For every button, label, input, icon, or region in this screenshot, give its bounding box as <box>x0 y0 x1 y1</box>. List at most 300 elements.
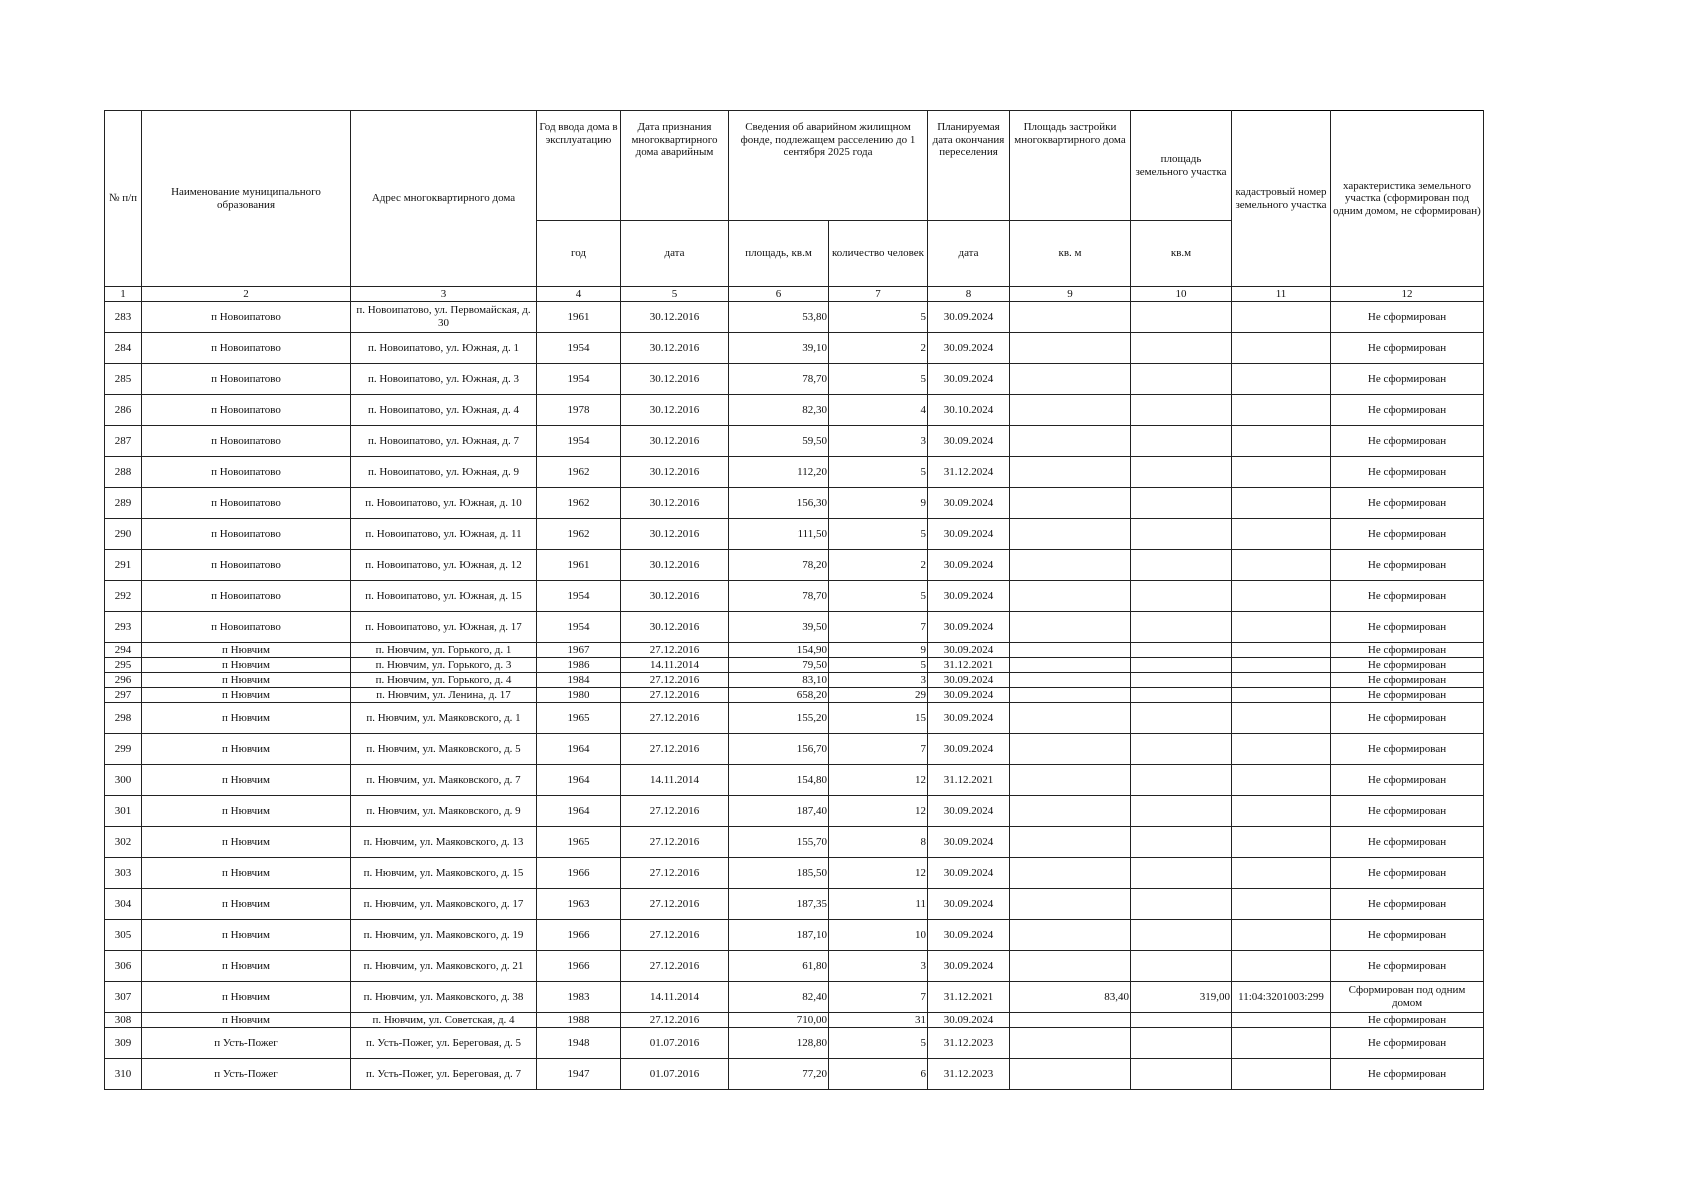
emergency-date-cell: 27.12.2016 <box>621 643 729 658</box>
row-number: 297 <box>105 688 142 703</box>
table-row <box>105 457 1484 488</box>
row-number: 293 <box>105 612 142 643</box>
people-cell: 2 <box>829 550 928 581</box>
column-number: 12 <box>1331 287 1484 302</box>
build-area-cell <box>1010 612 1131 643</box>
year-cell: 1962 <box>537 457 621 488</box>
table-row <box>105 920 1484 951</box>
build-area-cell: 83,40 <box>1010 982 1131 1013</box>
land-area-cell <box>1131 796 1232 827</box>
cadastral-cell <box>1232 364 1331 395</box>
build-area-cell <box>1010 643 1131 658</box>
year-cell: 1954 <box>537 364 621 395</box>
cadastral-cell <box>1232 1013 1331 1028</box>
table-header <box>105 111 1484 302</box>
land-characteristic-cell: Не сформирован <box>1331 1028 1484 1059</box>
municipality-cell: п Новоипатово <box>142 395 351 426</box>
address-cell: п. Новоипатово, ул. Южная, д. 11 <box>351 519 537 550</box>
municipality-cell: п Новоипатово <box>142 364 351 395</box>
address-cell: п. Нювчим, ул. Маяковского, д. 19 <box>351 920 537 951</box>
build-area-cell <box>1010 673 1131 688</box>
area-cell: 154,80 <box>729 765 829 796</box>
municipality-cell: п Новоипатово <box>142 426 351 457</box>
table-row <box>105 982 1484 1013</box>
land-characteristic-cell: Не сформирован <box>1331 734 1484 765</box>
area-cell: 154,90 <box>729 643 829 658</box>
address-cell: п. Нювчим, ул. Ленина, д. 17 <box>351 688 537 703</box>
table-row <box>105 1059 1484 1090</box>
municipality-cell: п Нювчим <box>142 951 351 982</box>
emergency-date-cell: 30.12.2016 <box>621 550 729 581</box>
build-area-cell <box>1010 688 1131 703</box>
emergency-date-cell: 27.12.2016 <box>621 703 729 734</box>
build-area-cell <box>1010 550 1131 581</box>
land-area-cell <box>1131 688 1232 703</box>
table-row <box>105 703 1484 734</box>
column-number-row <box>105 287 1484 302</box>
area-cell: 710,00 <box>729 1013 829 1028</box>
plan-date-cell: 31.12.2024 <box>928 457 1010 488</box>
land-characteristic-cell: Не сформирован <box>1331 364 1484 395</box>
land-area-cell <box>1131 673 1232 688</box>
people-cell: 5 <box>829 519 928 550</box>
cadastral-cell <box>1232 488 1331 519</box>
plan-date-cell: 30.09.2024 <box>928 302 1010 333</box>
emergency-date-cell: 30.12.2016 <box>621 457 729 488</box>
area-cell: 156,70 <box>729 734 829 765</box>
build-area-cell <box>1010 858 1131 889</box>
area-cell: 78,70 <box>729 364 829 395</box>
cadastral-cell: 11:04:3201003:299 <box>1232 982 1331 1013</box>
people-cell: 12 <box>829 765 928 796</box>
people-cell: 6 <box>829 1059 928 1090</box>
people-cell: 5 <box>829 457 928 488</box>
municipality-cell: п Нювчим <box>142 703 351 734</box>
row-number: 294 <box>105 643 142 658</box>
people-cell: 5 <box>829 364 928 395</box>
subheader-people: количество человек <box>829 221 928 287</box>
plan-date-cell: 30.09.2024 <box>928 488 1010 519</box>
address-cell: п. Новоипатово, ул. Первомайская, д. 30 <box>351 302 537 333</box>
table-body <box>105 302 1484 1090</box>
land-characteristic-cell: Не сформирован <box>1331 1059 1484 1090</box>
plan-date-cell: 30.09.2024 <box>928 612 1010 643</box>
people-cell: 12 <box>829 796 928 827</box>
table-row <box>105 796 1484 827</box>
area-cell: 155,70 <box>729 827 829 858</box>
land-area-cell <box>1131 333 1232 364</box>
plan-date-cell: 30.09.2024 <box>928 889 1010 920</box>
header-land-characteristic: характеристика земельного участка (сформирован под одним домом, не сформирован) <box>1331 111 1484 287</box>
address-cell: п. Нювчим, ул. Маяковского, д. 9 <box>351 796 537 827</box>
address-cell: п. Нювчим, ул. Горького, д. 3 <box>351 658 537 673</box>
people-cell: 12 <box>829 858 928 889</box>
municipality-cell: п Новоипатово <box>142 612 351 643</box>
people-cell: 10 <box>829 920 928 951</box>
land-characteristic-cell: Не сформирован <box>1331 765 1484 796</box>
area-cell: 187,10 <box>729 920 829 951</box>
people-cell: 7 <box>829 612 928 643</box>
year-cell: 1964 <box>537 796 621 827</box>
municipality-cell: п Усть-Пожег <box>142 1059 351 1090</box>
plan-date-cell: 30.09.2024 <box>928 364 1010 395</box>
area-cell: 61,80 <box>729 951 829 982</box>
people-cell: 5 <box>829 302 928 333</box>
land-area-cell: 319,00 <box>1131 982 1232 1013</box>
municipality-cell: п Новоипатово <box>142 302 351 333</box>
land-area-cell <box>1131 1013 1232 1028</box>
year-cell: 1963 <box>537 889 621 920</box>
column-number: 8 <box>928 287 1010 302</box>
row-number: 283 <box>105 302 142 333</box>
land-area-cell <box>1131 550 1232 581</box>
plan-date-cell: 31.12.2021 <box>928 982 1010 1013</box>
municipality-cell: п Новоипатово <box>142 550 351 581</box>
municipality-cell: п Новоипатово <box>142 488 351 519</box>
column-number: 5 <box>621 287 729 302</box>
emergency-date-cell: 30.12.2016 <box>621 519 729 550</box>
land-area-cell <box>1131 889 1232 920</box>
plan-date-cell: 31.12.2021 <box>928 658 1010 673</box>
row-number: 292 <box>105 581 142 612</box>
municipality-cell: п Новоипатово <box>142 581 351 612</box>
people-cell: 8 <box>829 827 928 858</box>
cadastral-cell <box>1232 673 1331 688</box>
cadastral-cell <box>1232 827 1331 858</box>
municipality-cell: п Нювчим <box>142 688 351 703</box>
emergency-date-cell: 30.12.2016 <box>621 364 729 395</box>
emergency-date-cell: 30.12.2016 <box>621 395 729 426</box>
build-area-cell <box>1010 951 1131 982</box>
cadastral-cell <box>1232 796 1331 827</box>
row-number: 291 <box>105 550 142 581</box>
area-cell: 658,20 <box>729 688 829 703</box>
year-cell: 1988 <box>537 1013 621 1028</box>
municipality-cell: п Нювчим <box>142 982 351 1013</box>
cadastral-cell <box>1232 658 1331 673</box>
land-characteristic-cell: Не сформирован <box>1331 302 1484 333</box>
table-row <box>105 765 1484 796</box>
column-number: 9 <box>1010 287 1131 302</box>
column-number: 3 <box>351 287 537 302</box>
address-cell: п. Новоипатово, ул. Южная, д. 15 <box>351 581 537 612</box>
header-year-built: Год ввода дома в эксплуатацию <box>537 111 621 221</box>
emergency-date-cell: 27.12.2016 <box>621 920 729 951</box>
municipality-cell: п Нювчим <box>142 643 351 658</box>
people-cell: 9 <box>829 643 928 658</box>
column-number: 11 <box>1232 287 1331 302</box>
land-characteristic-cell: Не сформирован <box>1331 488 1484 519</box>
build-area-cell <box>1010 426 1131 457</box>
land-characteristic-cell: Не сформирован <box>1331 673 1484 688</box>
build-area-cell <box>1010 457 1131 488</box>
plan-date-cell: 30.09.2024 <box>928 426 1010 457</box>
year-cell: 1962 <box>537 519 621 550</box>
row-number: 286 <box>105 395 142 426</box>
row-number: 295 <box>105 658 142 673</box>
table-row <box>105 364 1484 395</box>
cadastral-cell <box>1232 612 1331 643</box>
build-area-cell <box>1010 796 1131 827</box>
year-cell: 1962 <box>537 488 621 519</box>
row-number: 288 <box>105 457 142 488</box>
build-area-cell <box>1010 827 1131 858</box>
address-cell: п. Новоипатово, ул. Южная, д. 9 <box>351 457 537 488</box>
address-cell: п. Нювчим, ул. Маяковского, д. 1 <box>351 703 537 734</box>
year-cell: 1980 <box>537 688 621 703</box>
municipality-cell: п Нювчим <box>142 1013 351 1028</box>
emergency-date-cell: 27.12.2016 <box>621 688 729 703</box>
table-row <box>105 550 1484 581</box>
table-row <box>105 951 1484 982</box>
municipality-cell: п Нювчим <box>142 673 351 688</box>
people-cell: 29 <box>829 688 928 703</box>
year-cell: 1978 <box>537 395 621 426</box>
plan-date-cell: 30.09.2024 <box>928 920 1010 951</box>
land-area-cell <box>1131 519 1232 550</box>
row-number: 306 <box>105 951 142 982</box>
address-cell: п. Нювчим, ул. Маяковского, д. 21 <box>351 951 537 982</box>
land-characteristic-cell: Не сформирован <box>1331 643 1484 658</box>
plan-date-cell: 30.09.2024 <box>928 703 1010 734</box>
address-cell: п. Нювчим, ул. Маяковского, д. 5 <box>351 734 537 765</box>
header-address: Адрес многоквартирного дома <box>351 111 537 287</box>
address-cell: п. Нювчим, ул. Маяковского, д. 17 <box>351 889 537 920</box>
cadastral-cell <box>1232 920 1331 951</box>
housing-table-sheet <box>104 110 1484 1090</box>
land-characteristic-cell: Не сформирован <box>1331 889 1484 920</box>
table-row <box>105 488 1484 519</box>
municipality-cell: п Нювчим <box>142 827 351 858</box>
municipality-cell: п Новоипатово <box>142 457 351 488</box>
area-cell: 82,30 <box>729 395 829 426</box>
area-cell: 79,50 <box>729 658 829 673</box>
row-number: 310 <box>105 1059 142 1090</box>
area-cell: 77,20 <box>729 1059 829 1090</box>
table-row <box>105 426 1484 457</box>
land-area-cell <box>1131 643 1232 658</box>
emergency-date-cell: 27.12.2016 <box>621 951 729 982</box>
land-characteristic-cell: Не сформирован <box>1331 796 1484 827</box>
header-emergency-fund: Сведения об аварийном жилищном фонде, подлежащем расселению до 1 сентября 2025 года <box>729 111 928 221</box>
land-characteristic-cell: Не сформирован <box>1331 333 1484 364</box>
cadastral-cell <box>1232 519 1331 550</box>
plan-date-cell: 30.09.2024 <box>928 643 1010 658</box>
land-area-cell <box>1131 426 1232 457</box>
emergency-date-cell: 27.12.2016 <box>621 858 729 889</box>
land-area-cell <box>1131 951 1232 982</box>
table-row <box>105 302 1484 333</box>
land-characteristic-cell: Не сформирован <box>1331 703 1484 734</box>
land-area-cell <box>1131 302 1232 333</box>
header-number: № п/п <box>105 111 142 287</box>
row-number: 290 <box>105 519 142 550</box>
people-cell: 3 <box>829 673 928 688</box>
land-area-cell <box>1131 734 1232 765</box>
row-number: 284 <box>105 333 142 364</box>
table-row <box>105 889 1484 920</box>
land-area-cell <box>1131 488 1232 519</box>
cadastral-cell <box>1232 951 1331 982</box>
area-cell: 156,30 <box>729 488 829 519</box>
table-row <box>105 658 1484 673</box>
table-row <box>105 519 1484 550</box>
table-row <box>105 333 1484 364</box>
people-cell: 5 <box>829 1028 928 1059</box>
cadastral-cell <box>1232 889 1331 920</box>
build-area-cell <box>1010 1013 1131 1028</box>
plan-date-cell: 30.10.2024 <box>928 395 1010 426</box>
row-number: 285 <box>105 364 142 395</box>
land-area-cell <box>1131 658 1232 673</box>
address-cell: п. Нювчим, ул. Горького, д. 4 <box>351 673 537 688</box>
cadastral-cell <box>1232 688 1331 703</box>
emergency-date-cell: 30.12.2016 <box>621 426 729 457</box>
address-cell: п. Новоипатово, ул. Южная, д. 17 <box>351 612 537 643</box>
land-area-cell <box>1131 364 1232 395</box>
plan-date-cell: 30.09.2024 <box>928 951 1010 982</box>
emergency-date-cell: 30.12.2016 <box>621 488 729 519</box>
row-number: 298 <box>105 703 142 734</box>
row-number: 300 <box>105 765 142 796</box>
plan-date-cell: 31.12.2021 <box>928 765 1010 796</box>
column-number: 1 <box>105 287 142 302</box>
cadastral-cell <box>1232 734 1331 765</box>
table-row <box>105 643 1484 658</box>
people-cell: 3 <box>829 426 928 457</box>
emergency-date-cell: 27.12.2016 <box>621 673 729 688</box>
table-row <box>105 1013 1484 1028</box>
year-cell: 1967 <box>537 643 621 658</box>
area-cell: 112,20 <box>729 457 829 488</box>
area-cell: 78,20 <box>729 550 829 581</box>
municipality-cell: п Новоипатово <box>142 333 351 364</box>
emergency-date-cell: 30.12.2016 <box>621 333 729 364</box>
build-area-cell <box>1010 889 1131 920</box>
land-characteristic-cell: Не сформирован <box>1331 658 1484 673</box>
column-number: 2 <box>142 287 351 302</box>
year-cell: 1986 <box>537 658 621 673</box>
cadastral-cell <box>1232 550 1331 581</box>
municipality-cell: п Нювчим <box>142 734 351 765</box>
plan-date-cell: 31.12.2023 <box>928 1059 1010 1090</box>
people-cell: 3 <box>829 951 928 982</box>
land-characteristic-cell: Не сформирован <box>1331 519 1484 550</box>
table-row <box>105 1028 1484 1059</box>
emergency-date-cell: 27.12.2016 <box>621 796 729 827</box>
address-cell: п. Нювчим, ул. Маяковского, д. 38 <box>351 982 537 1013</box>
land-characteristic-cell: Не сформирован <box>1331 858 1484 889</box>
build-area-cell <box>1010 333 1131 364</box>
build-area-cell <box>1010 364 1131 395</box>
people-cell: 31 <box>829 1013 928 1028</box>
cadastral-cell <box>1232 581 1331 612</box>
address-cell: п. Новоипатово, ул. Южная, д. 3 <box>351 364 537 395</box>
header-land-area: площадь земельного участка <box>1131 111 1232 221</box>
land-characteristic-cell: Не сформирован <box>1331 951 1484 982</box>
plan-date-cell: 30.09.2024 <box>928 1013 1010 1028</box>
cadastral-cell <box>1232 426 1331 457</box>
build-area-cell <box>1010 734 1131 765</box>
emergency-date-cell: 01.07.2016 <box>621 1059 729 1090</box>
land-area-cell <box>1131 765 1232 796</box>
cadastral-cell <box>1232 1059 1331 1090</box>
year-cell: 1954 <box>537 333 621 364</box>
municipality-cell: п Нювчим <box>142 920 351 951</box>
municipality-cell: п Усть-Пожег <box>142 1028 351 1059</box>
subheader-date: дата <box>621 221 729 287</box>
plan-date-cell: 30.09.2024 <box>928 858 1010 889</box>
row-number: 305 <box>105 920 142 951</box>
area-cell: 59,50 <box>729 426 829 457</box>
land-characteristic-cell: Не сформирован <box>1331 457 1484 488</box>
build-area-cell <box>1010 658 1131 673</box>
address-cell: п. Нювчим, ул. Маяковского, д. 13 <box>351 827 537 858</box>
year-cell: 1964 <box>537 734 621 765</box>
year-cell: 1966 <box>537 920 621 951</box>
land-area-cell <box>1131 703 1232 734</box>
cadastral-cell <box>1232 703 1331 734</box>
municipality-cell: п Нювчим <box>142 889 351 920</box>
emergency-date-cell: 14.11.2014 <box>621 765 729 796</box>
emergency-date-cell: 14.11.2014 <box>621 658 729 673</box>
address-cell: п. Нювчим, ул. Маяковского, д. 15 <box>351 858 537 889</box>
municipality-cell: п Новоипатово <box>142 519 351 550</box>
cadastral-cell <box>1232 457 1331 488</box>
table-row <box>105 734 1484 765</box>
build-area-cell <box>1010 395 1131 426</box>
area-cell: 111,50 <box>729 519 829 550</box>
build-area-cell <box>1010 920 1131 951</box>
people-cell: 7 <box>829 734 928 765</box>
emergency-date-cell: 27.12.2016 <box>621 827 729 858</box>
land-area-cell <box>1131 457 1232 488</box>
column-number: 4 <box>537 287 621 302</box>
area-cell: 185,50 <box>729 858 829 889</box>
area-cell: 78,70 <box>729 581 829 612</box>
land-characteristic-cell: Не сформирован <box>1331 550 1484 581</box>
build-area-cell <box>1010 765 1131 796</box>
land-area-cell <box>1131 395 1232 426</box>
subheader-land-sqm: кв.м <box>1131 221 1232 287</box>
row-number: 287 <box>105 426 142 457</box>
emergency-housing-table <box>104 110 1484 1090</box>
land-characteristic-cell: Не сформирован <box>1331 395 1484 426</box>
cadastral-cell <box>1232 333 1331 364</box>
municipality-cell: п Нювчим <box>142 765 351 796</box>
row-number: 301 <box>105 796 142 827</box>
year-cell: 1961 <box>537 550 621 581</box>
address-cell: п. Новоипатово, ул. Южная, д. 12 <box>351 550 537 581</box>
header-municipality: Наименование муниципального образования <box>142 111 351 287</box>
year-cell: 1965 <box>537 827 621 858</box>
area-cell: 155,20 <box>729 703 829 734</box>
land-characteristic-cell: Не сформирован <box>1331 426 1484 457</box>
table-row <box>105 827 1484 858</box>
header-cadastral-number: кадастровый номер земельного участка <box>1232 111 1331 287</box>
emergency-date-cell: 30.12.2016 <box>621 581 729 612</box>
land-characteristic-cell: Не сформирован <box>1331 827 1484 858</box>
header-build-area: Площадь застройки многоквартирного дома <box>1010 111 1131 221</box>
emergency-date-cell: 27.12.2016 <box>621 889 729 920</box>
year-cell: 1964 <box>537 765 621 796</box>
build-area-cell <box>1010 703 1131 734</box>
address-cell: п. Новоипатово, ул. Южная, д. 4 <box>351 395 537 426</box>
build-area-cell <box>1010 581 1131 612</box>
plan-date-cell: 30.09.2024 <box>928 796 1010 827</box>
year-cell: 1961 <box>537 302 621 333</box>
build-area-cell <box>1010 302 1131 333</box>
